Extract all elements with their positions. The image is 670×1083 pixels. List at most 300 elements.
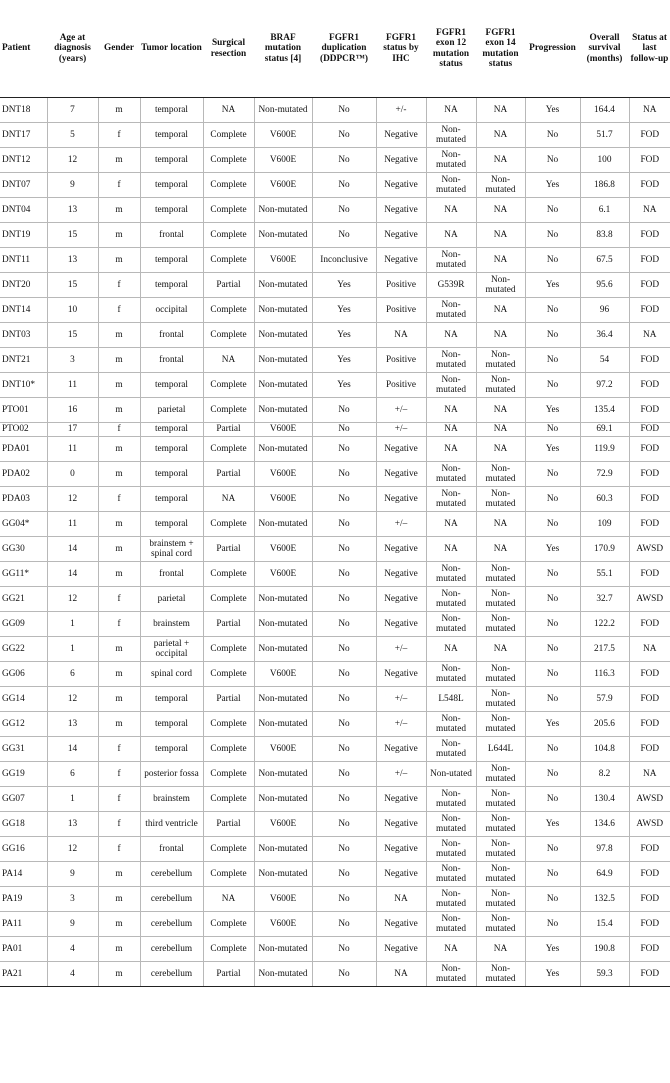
gender-cell: m [98,912,140,937]
fgfr1-duplication-cell: No [312,148,376,173]
patient-cell: DNT17 [0,123,47,148]
fgfr1-exon12-cell: NA [426,223,476,248]
progression-cell: No [525,662,580,687]
fgfr1-ihc-cell: Negative [376,587,426,612]
overall-survival-cell: 96 [580,298,629,323]
status-follow-up-cell: FOD [629,612,670,637]
progression-cell: Yes [525,98,580,123]
fgfr1-exon14-cell: Non-mutated [476,712,525,737]
fgfr1-exon12-cell: Non-mutated [426,587,476,612]
fgfr1-duplication-cell: No [312,398,376,423]
fgfr1-ihc-cell: Negative [376,148,426,173]
status-follow-up-cell: NA [629,323,670,348]
overall-survival-cell: 217.5 [580,637,629,662]
fgfr1-exon14-cell: Non-mutated [476,273,525,298]
fgfr1-ihc-cell: Negative [376,198,426,223]
overall-survival-cell: 51.7 [580,123,629,148]
patient-cell: DNT11 [0,248,47,273]
overall-survival-cell: 15.4 [580,912,629,937]
age-cell: 6 [47,762,98,787]
table-row [0,323,670,348]
age-cell: 7 [47,98,98,123]
header-fgfr1-ihc: FGFR1 status by IHC [376,0,426,98]
overall-survival-cell: 57.9 [580,687,629,712]
age-cell: 12 [47,837,98,862]
progression-cell: No [525,587,580,612]
surgical-resection-cell: Complete [203,637,254,662]
fgfr1-exon12-cell: NA [426,512,476,537]
fgfr1-exon14-cell: NA [476,223,525,248]
braf-status-cell: V600E [254,562,312,587]
braf-status-cell: Non-mutated [254,198,312,223]
braf-status-cell: Non-mutated [254,298,312,323]
status-follow-up-cell: NA [629,98,670,123]
tumor-location-cell: temporal [140,248,203,273]
fgfr1-exon12-cell: G539R [426,273,476,298]
surgical-resection-cell: Complete [203,837,254,862]
status-follow-up-cell: NA [629,198,670,223]
header-patient: Patient [0,0,47,98]
age-cell: 3 [47,887,98,912]
tumor-location-cell: temporal [140,487,203,512]
table-row [0,812,670,837]
overall-survival-cell: 36.4 [580,323,629,348]
table-row [0,173,670,198]
table-row [0,298,670,323]
tumor-location-cell: temporal [140,373,203,398]
status-follow-up-cell: FOD [629,487,670,512]
header-fgfr1-duplication: FGFR1 duplication (DDPCR™) [312,0,376,98]
fgfr1-exon12-cell: Non-mutated [426,812,476,837]
fgfr1-duplication-cell: No [312,462,376,487]
header-fgfr1-exon14: FGFR1 exon 14 mutation status [476,0,525,98]
tumor-location-cell: temporal [140,98,203,123]
progression-cell: No [525,862,580,887]
fgfr1-ihc-cell: +/– [376,512,426,537]
surgical-resection-cell: Complete [203,437,254,462]
header-row [0,0,670,98]
overall-survival-cell: 190.8 [580,937,629,962]
status-follow-up-cell: FOD [629,512,670,537]
patient-cell: GG09 [0,612,47,637]
fgfr1-exon12-cell: Non-mutated [426,737,476,762]
fgfr1-duplication-cell: No [312,912,376,937]
table-row [0,712,670,737]
status-follow-up-cell: AWSD [629,587,670,612]
surgical-resection-cell: Complete [203,123,254,148]
overall-survival-cell: 95.6 [580,273,629,298]
gender-cell: f [98,737,140,762]
table-row [0,148,670,173]
patient-cell: DNT14 [0,298,47,323]
overall-survival-cell: 116.3 [580,662,629,687]
patient-cell: DNT04 [0,198,47,223]
age-cell: 14 [47,537,98,562]
header-tumor-location: Tumor location [140,0,203,98]
braf-status-cell: V600E [254,462,312,487]
tumor-location-cell: brainstem [140,612,203,637]
gender-cell: m [98,512,140,537]
gender-cell: m [98,373,140,398]
table-row [0,198,670,223]
age-cell: 17 [47,423,98,437]
surgical-resection-cell: Partial [203,812,254,837]
fgfr1-exon14-cell: NA [476,98,525,123]
gender-cell: m [98,398,140,423]
fgfr1-exon12-cell: NA [426,398,476,423]
fgfr1-duplication-cell: No [312,737,376,762]
gender-cell: m [98,462,140,487]
age-cell: 11 [47,437,98,462]
tumor-location-cell: frontal [140,323,203,348]
tumor-location-cell: parietal [140,398,203,423]
tumor-location-cell: spinal cord [140,662,203,687]
patient-cell: GG31 [0,737,47,762]
patient-cell: PA11 [0,912,47,937]
table-row [0,912,670,937]
overall-survival-cell: 134.6 [580,812,629,837]
status-follow-up-cell: FOD [629,437,670,462]
fgfr1-ihc-cell: Negative [376,612,426,637]
tumor-location-cell: cerebellum [140,862,203,887]
age-cell: 13 [47,812,98,837]
tumor-location-cell: cerebellum [140,962,203,987]
status-follow-up-cell: FOD [629,562,670,587]
gender-cell: m [98,712,140,737]
braf-status-cell: Non-mutated [254,612,312,637]
age-cell: 16 [47,398,98,423]
surgical-resection-cell: Partial [203,537,254,562]
fgfr1-duplication-cell: No [312,762,376,787]
gender-cell: m [98,437,140,462]
progression-cell: Yes [525,537,580,562]
fgfr1-exon14-cell: Non-mutated [476,612,525,637]
tumor-location-cell: cerebellum [140,937,203,962]
fgfr1-exon12-cell: NA [426,937,476,962]
tumor-location-cell: frontal [140,562,203,587]
braf-status-cell: Non-mutated [254,862,312,887]
fgfr1-duplication-cell: Yes [312,273,376,298]
age-cell: 1 [47,637,98,662]
gender-cell: m [98,537,140,562]
fgfr1-duplication-cell: No [312,887,376,912]
fgfr1-exon14-cell: NA [476,537,525,562]
table-row [0,662,670,687]
patient-cell: DNT03 [0,323,47,348]
status-follow-up-cell: FOD [629,962,670,987]
braf-status-cell: Non-mutated [254,762,312,787]
patient-cell: PTO02 [0,423,47,437]
surgical-resection-cell: Complete [203,937,254,962]
age-cell: 10 [47,298,98,323]
progression-cell: Yes [525,712,580,737]
patient-cell: PDA03 [0,487,47,512]
surgical-resection-cell: Complete [203,737,254,762]
progression-cell: Yes [525,273,580,298]
status-follow-up-cell: FOD [629,937,670,962]
fgfr1-duplication-cell: No [312,437,376,462]
patient-cell: DNT07 [0,173,47,198]
progression-cell: No [525,198,580,223]
age-cell: 3 [47,348,98,373]
overall-survival-cell: 83.8 [580,223,629,248]
status-follow-up-cell: FOD [629,887,670,912]
progression-cell: No [525,223,580,248]
surgical-resection-cell: Complete [203,587,254,612]
overall-survival-cell: 54 [580,348,629,373]
status-follow-up-cell: AWSD [629,537,670,562]
braf-status-cell: V600E [254,912,312,937]
gender-cell: f [98,762,140,787]
table-row [0,348,670,373]
fgfr1-ihc-cell: +/– [376,398,426,423]
gender-cell: m [98,248,140,273]
fgfr1-duplication-cell: Yes [312,323,376,348]
overall-survival-cell: 135.4 [580,398,629,423]
overall-survival-cell: 100 [580,148,629,173]
overall-survival-cell: 8.2 [580,762,629,787]
age-cell: 15 [47,273,98,298]
status-follow-up-cell: AWSD [629,787,670,812]
status-follow-up-cell: FOD [629,737,670,762]
gender-cell: m [98,148,140,173]
status-follow-up-cell: FOD [629,462,670,487]
overall-survival-cell: 122.2 [580,612,629,637]
age-cell: 15 [47,223,98,248]
age-cell: 12 [47,487,98,512]
gender-cell: f [98,273,140,298]
surgical-resection-cell: Complete [203,223,254,248]
overall-survival-cell: 32.7 [580,587,629,612]
fgfr1-exon12-cell: Non-mutated [426,862,476,887]
table-row [0,612,670,637]
braf-status-cell: V600E [254,123,312,148]
patient-cell: PA14 [0,862,47,887]
overall-survival-cell: 59.3 [580,962,629,987]
progression-cell: No [525,562,580,587]
progression-cell: No [525,637,580,662]
tumor-location-cell: temporal [140,737,203,762]
tumor-location-cell: temporal [140,123,203,148]
table-row [0,373,670,398]
surgical-resection-cell: Complete [203,148,254,173]
fgfr1-exon12-cell: L548L [426,687,476,712]
table-row [0,837,670,862]
header-braf-status: BRAF mutation status [4] [254,0,312,98]
braf-status-cell: Non-mutated [254,323,312,348]
fgfr1-exon14-cell: NA [476,298,525,323]
surgical-resection-cell: Complete [203,912,254,937]
surgical-resection-cell: NA [203,98,254,123]
fgfr1-exon14-cell: Non-mutated [476,862,525,887]
status-follow-up-cell: FOD [629,837,670,862]
age-cell: 11 [47,512,98,537]
overall-survival-cell: 186.8 [580,173,629,198]
surgical-resection-cell: Complete [203,512,254,537]
braf-status-cell: Non-mutated [254,637,312,662]
patient-cell: GG19 [0,762,47,787]
fgfr1-exon14-cell: Non-mutated [476,373,525,398]
surgical-resection-cell: Complete [203,862,254,887]
overall-survival-cell: 97.8 [580,837,629,862]
gender-cell: f [98,787,140,812]
fgfr1-duplication-cell: No [312,687,376,712]
status-follow-up-cell: FOD [629,123,670,148]
fgfr1-ihc-cell: Negative [376,248,426,273]
braf-status-cell: V600E [254,812,312,837]
fgfr1-ihc-cell: Negative [376,662,426,687]
fgfr1-exon14-cell: NA [476,323,525,348]
gender-cell: f [98,298,140,323]
patient-cell: GG30 [0,537,47,562]
tumor-location-cell: occipital [140,298,203,323]
fgfr1-duplication-cell: No [312,512,376,537]
tumor-location-cell: posterior fossa [140,762,203,787]
fgfr1-ihc-cell: Negative [376,173,426,198]
fgfr1-exon12-cell: NA [426,98,476,123]
surgical-resection-cell: NA [203,348,254,373]
status-follow-up-cell: FOD [629,298,670,323]
age-cell: 14 [47,562,98,587]
fgfr1-duplication-cell: No [312,937,376,962]
fgfr1-ihc-cell: Positive [376,273,426,298]
patient-cell: DNT10* [0,373,47,398]
age-cell: 9 [47,173,98,198]
surgical-resection-cell: Complete [203,562,254,587]
age-cell: 9 [47,862,98,887]
status-follow-up-cell: FOD [629,687,670,712]
patient-cell: DNT21 [0,348,47,373]
fgfr1-duplication-cell: No [312,637,376,662]
fgfr1-exon14-cell: Non-mutated [476,787,525,812]
surgical-resection-cell: NA [203,887,254,912]
overall-survival-cell: 130.4 [580,787,629,812]
header-progression: Progression [525,0,580,98]
fgfr1-exon12-cell: Non-mutated [426,612,476,637]
fgfr1-ihc-cell: Negative [376,937,426,962]
fgfr1-duplication-cell: No [312,423,376,437]
fgfr1-exon12-cell: Non-mutated [426,373,476,398]
header-status-follow-up: Status at last follow-up [629,0,670,98]
tumor-location-cell: parietal [140,587,203,612]
fgfr1-ihc-cell: +/– [376,637,426,662]
fgfr1-duplication-cell: No [312,562,376,587]
progression-cell: No [525,373,580,398]
patient-cell: GG18 [0,812,47,837]
tumor-location-cell: brainstem [140,787,203,812]
braf-status-cell: Non-mutated [254,687,312,712]
braf-status-cell: Non-mutated [254,273,312,298]
status-follow-up-cell: AWSD [629,812,670,837]
braf-status-cell: Non-mutated [254,398,312,423]
fgfr1-duplication-cell: No [312,612,376,637]
gender-cell: f [98,837,140,862]
age-cell: 1 [47,612,98,637]
gender-cell: m [98,348,140,373]
age-cell: 12 [47,587,98,612]
fgfr1-exon12-cell: Non-mutated [426,837,476,862]
surgical-resection-cell: Complete [203,662,254,687]
fgfr1-exon14-cell: NA [476,248,525,273]
fgfr1-exon14-cell: NA [476,437,525,462]
surgical-resection-cell: NA [203,487,254,512]
table-row [0,398,670,423]
fgfr1-duplication-cell: No [312,837,376,862]
braf-status-cell: Non-mutated [254,373,312,398]
tumor-location-cell: temporal [140,512,203,537]
fgfr1-ihc-cell: Positive [376,373,426,398]
fgfr1-exon12-cell: Non-mutated [426,148,476,173]
braf-status-cell: Non-mutated [254,512,312,537]
braf-status-cell: V600E [254,487,312,512]
gender-cell: m [98,962,140,987]
fgfr1-ihc-cell: +/- [376,98,426,123]
gender-cell: m [98,98,140,123]
progression-cell: Yes [525,437,580,462]
surgical-resection-cell: Complete [203,787,254,812]
tumor-location-cell: frontal [140,348,203,373]
fgfr1-exon14-cell: NA [476,198,525,223]
fgfr1-ihc-cell: +/– [376,712,426,737]
fgfr1-duplication-cell: No [312,123,376,148]
patient-cell: DNT19 [0,223,47,248]
gender-cell: m [98,562,140,587]
fgfr1-duplication-cell: No [312,812,376,837]
surgical-resection-cell: Partial [203,423,254,437]
table-row [0,587,670,612]
overall-survival-cell: 64.9 [580,862,629,887]
table-row [0,273,670,298]
progression-cell: No [525,612,580,637]
fgfr1-ihc-cell: +/– [376,762,426,787]
fgfr1-duplication-cell: No [312,712,376,737]
progression-cell: No [525,912,580,937]
fgfr1-ihc-cell: NA [376,962,426,987]
gender-cell: m [98,637,140,662]
patient-cell: PDA02 [0,462,47,487]
fgfr1-ihc-cell: Positive [376,298,426,323]
tumor-location-cell: cerebellum [140,912,203,937]
patient-cell: PA21 [0,962,47,987]
fgfr1-duplication-cell: No [312,223,376,248]
table-row [0,762,670,787]
patient-cell: DNT20 [0,273,47,298]
fgfr1-exon12-cell: Non-mutated [426,487,476,512]
patient-cell: GG07 [0,787,47,812]
status-follow-up-cell: FOD [629,248,670,273]
fgfr1-duplication-cell: No [312,587,376,612]
gender-cell: f [98,587,140,612]
gender-cell: f [98,173,140,198]
overall-survival-cell: 60.3 [580,487,629,512]
fgfr1-exon14-cell: NA [476,123,525,148]
fgfr1-duplication-cell: No [312,487,376,512]
surgical-resection-cell: Complete [203,198,254,223]
tumor-location-cell: cerebellum [140,887,203,912]
fgfr1-ihc-cell: Negative [376,123,426,148]
overall-survival-cell: 164.4 [580,98,629,123]
surgical-resection-cell: Partial [203,273,254,298]
tumor-location-cell: frontal [140,837,203,862]
surgical-resection-cell: Complete [203,712,254,737]
header-fgfr1-exon12: FGFR1 exon 12 mutation status [426,0,476,98]
status-follow-up-cell: FOD [629,662,670,687]
table-row [0,687,670,712]
fgfr1-exon14-cell: Non-mutated [476,912,525,937]
braf-status-cell: V600E [254,887,312,912]
age-cell: 4 [47,962,98,987]
gender-cell: m [98,323,140,348]
